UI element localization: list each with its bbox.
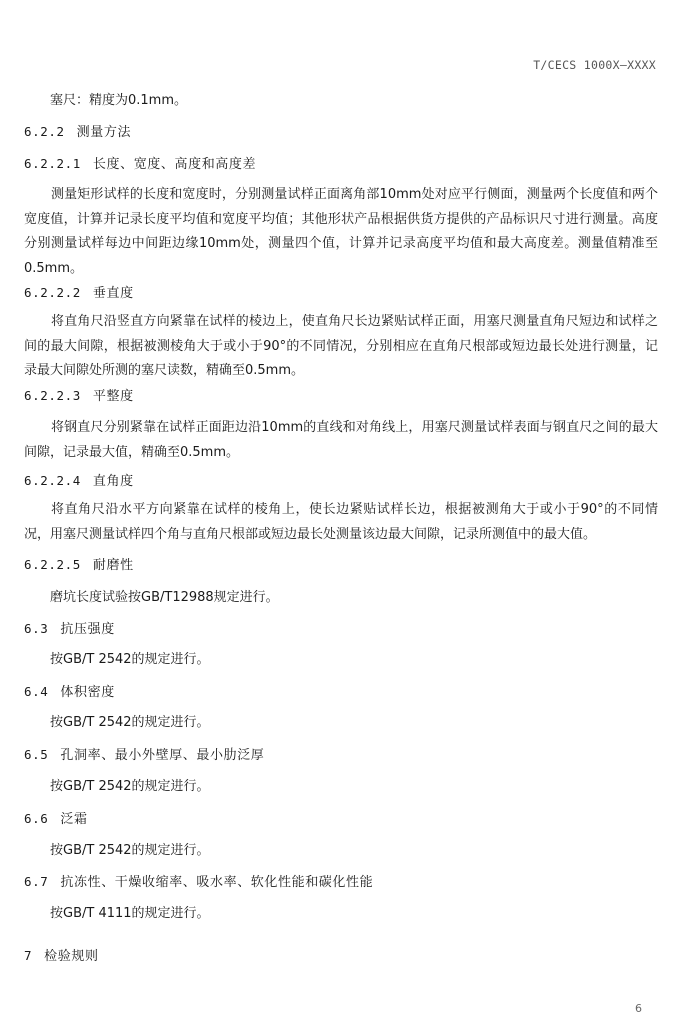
section-6-2-2-5-heading [24, 553, 658, 578]
section-number: 6.2.2.4 [24, 473, 81, 488]
section-title: 平整度 [92, 389, 134, 404]
section-6-2-2-heading [24, 120, 658, 145]
section-number: 6.3 [24, 621, 49, 636]
section-number: 7 [24, 948, 33, 963]
section-title: 直角度 [92, 474, 134, 489]
section-number: 6.5 [24, 747, 49, 762]
section-number: 6.2.2.5 [24, 557, 81, 572]
section-6-2-2-5-body: 磨坑长度试验按GB/T12988规定进行。 [50, 590, 279, 605]
section-number: 6.2.2.2 [24, 285, 81, 300]
section-title: 孔洞率、最小外壁厚、最小肋泛厚 [60, 748, 265, 763]
section-title: 泛霜 [60, 812, 88, 827]
section-number: 6.4 [24, 684, 49, 699]
section-6-7-body: 按GB/T 4111的规定进行。 [50, 906, 210, 921]
section-title: 抗冻性、干燥收缩率、吸水率、软化性能和碳化性能 [60, 875, 374, 890]
section-6-4-heading [24, 680, 658, 705]
section-6-6-body: 按GB/T 2542的规定进行。 [50, 843, 210, 858]
section-title: 长度、宽度、高度和高度差 [92, 157, 257, 172]
section-6-2-2-1-heading [24, 152, 658, 177]
section-6-7-heading [24, 870, 658, 895]
section-6-2-2-3-body: 将钢直尺分别紧靠在试样正面距边沿10mm的直线和对角线上，用塞尺测量试样表面与钢直尺之间的最大间隙，记录最大值，精确至0.5mm。 [24, 420, 658, 460]
section-title: 耐磨性 [92, 558, 134, 573]
section-title: 检验规则 [44, 949, 99, 964]
section-title: 抗压强度 [60, 622, 115, 637]
section-6-2-2-2-body: 将直角尺沿竖直方向紧靠在试样的棱边上，使直角尺长边紧贴试样正面，用塞尺测量直角尺短边和试样之间的最大间隙，根据被测棱角大于或小于90°的不同情况，分别相应在直角尺根部或短边最长处进行测量，记录最大间隙处所测的塞尺读数，精确至0.5mm。 [24, 314, 658, 378]
section-6-2-2-4-heading [24, 469, 658, 494]
section-number: 6.6 [24, 811, 49, 826]
section-6-5-body: 按GB/T 2542的规定进行。 [50, 779, 210, 794]
section-number: 6.7 [24, 874, 49, 889]
section-6-2-2-3-heading [24, 384, 658, 409]
section-6-4-body: 按GB/T 2542的规定进行。 [50, 715, 210, 730]
section-6-2-2-4-body: 将直角尺沿水平方向紧靠在试样的棱角上，使长边紧贴试样长边，根据被测角大于或小于90°的不同情况，用塞尺测量试样四个角与直角尺根部或短边最长处测量该边最大间隙，记录所测值中的最大值。 [24, 502, 658, 542]
section-number: 6.2.2 [24, 124, 65, 139]
section-number: 6.2.2.3 [24, 388, 81, 403]
section-title: 测量方法 [76, 125, 132, 140]
section-6-3-heading [24, 617, 658, 642]
section-6-6-heading [24, 807, 658, 832]
section-6-2-2-1-body: 测量矩形试样的长度和宽度时，分别测量试样正面离角部10mm处对应平行侧面，测量两个长度值和两个宽度值，计算并记录长度平均值和宽度平均值；其他形状产品根据供货方提供的产品标识尺寸进行测量。高度分别测量试样每边中间距边缘10mm处，测量四个值，计算并记录高度平均值和最大高度差。测量值精准至0.5mm。 [24, 187, 658, 276]
section-6-2-2-2-heading [24, 281, 658, 306]
section-title: 垂直度 [92, 286, 134, 301]
section-title: 体积密度 [60, 685, 115, 700]
document-code-header: T/CECS 1000X—XXXX [533, 58, 656, 72]
section-6-3-body: 按GB/T 2542的规定进行。 [50, 652, 210, 667]
page-number: 6 [635, 1002, 642, 1015]
section-number: 6.2.2.1 [24, 156, 81, 171]
section-6-5-heading [24, 743, 658, 768]
feeler-gauge-line: 塞尺：精度为0.1mm。 [50, 93, 188, 108]
chapter-7-heading [24, 944, 658, 969]
